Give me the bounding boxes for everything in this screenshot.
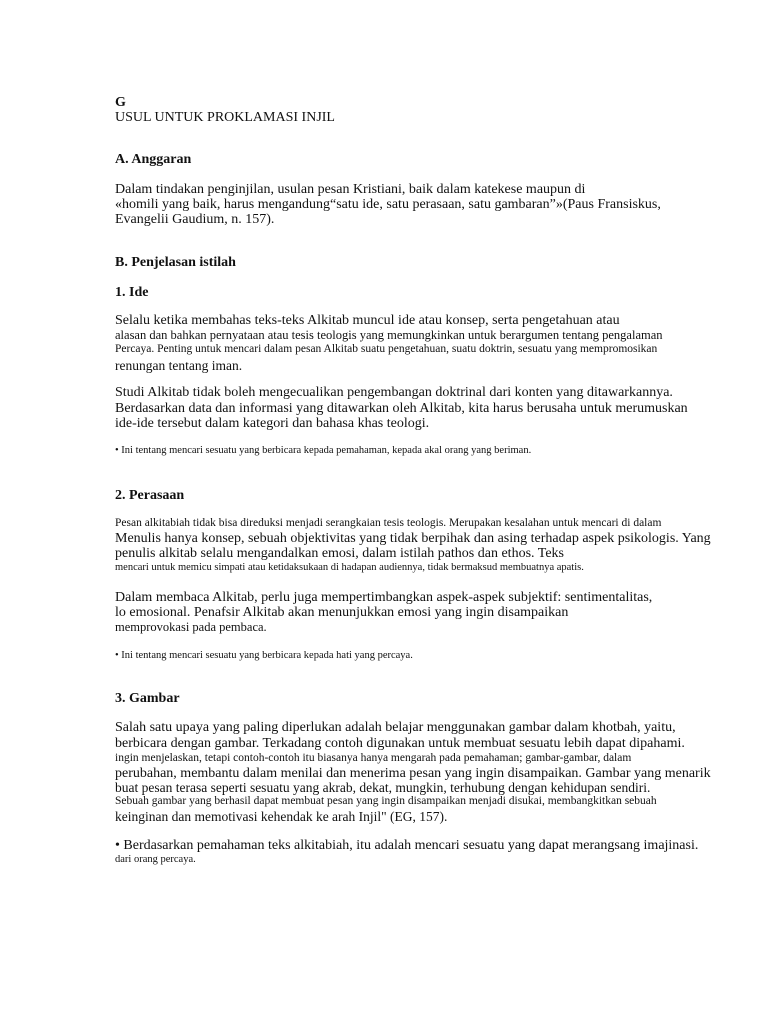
- perasaan-line: lo emosional. Penafsir Alkitab akan menunjukkan emosi yang ingin disampaikan: [115, 605, 569, 620]
- ide-line: Selalu ketika membahas teks-teks Alkitab muncul ide atau konsep, serta pengetahuan atau: [115, 313, 620, 328]
- ide-line: renungan tentang iman.: [115, 358, 243, 373]
- gambar-heading: 3. Gambar: [115, 691, 180, 706]
- section-a-line: Dalam tindakan penginjilan, usulan pesan Kristiani, baik dalam katekese maupun di: [115, 182, 586, 197]
- ide-line: alasan dan bahkan pernyataan atau tesis teologis yang memungkinkan untuk berargumen tentang pengalaman: [115, 328, 663, 342]
- gambar-bullet: • Berdasarkan pemahaman teks alkitabiah, itu adalah mencari sesuatu yang dapat merangsang imajinasi.: [115, 838, 699, 853]
- gambar-line: berbicara dengan gambar. Terkadang contoh digunakan untuk membuat sesuatu lebih dapat dipahami.: [115, 736, 685, 751]
- document-title: USUL UNTUK PROKLAMASI INJIL: [115, 110, 335, 125]
- section-a-heading: A. Anggaran: [115, 152, 192, 167]
- perasaan-line: mencari untuk memicu simpati atau ketidaksukaan di hadapan audiennya, tidak bermaksud membuatnya apatis.: [115, 562, 584, 573]
- perasaan-line: Pesan alkitabiah tidak bisa direduksi menjadi serangkaian tesis teologis. Merupakan kesalahan untuk mencari di dalam: [115, 517, 662, 529]
- section-a-line: Evangelii Gaudium, n. 157).: [115, 212, 275, 227]
- gambar-line: perubahan, membantu dalam menilai dan menerima pesan yang ingin disampaikan. Gambar yang menarik: [115, 766, 711, 781]
- gambar-line: ingin menjelaskan, tetapi contoh-contoh itu biasanya hanya mengarah pada pemahaman; gambar-gambar, dalam: [115, 752, 632, 764]
- section-a-line: «homili yang baik, harus mengandung“satu ide, satu perasaan, satu gambaran”»(Paus Fransiskus,: [115, 197, 661, 212]
- perasaan-line: Dalam membaca Alkitab, perlu juga mempertimbangkan aspek-aspek subjektif: sentimentalitas,: [115, 590, 653, 605]
- perasaan-line: memprovokasi pada pembaca.: [115, 620, 267, 634]
- gambar-line: keinginan dan memotivasi kehendak ke arah Injil" (EG, 157).: [115, 809, 448, 824]
- perasaan-line: Menulis hanya konsep, sebuah objektivitas yang tidak berpihak dan asing terhadap aspek psikologis. Yang: [115, 531, 711, 546]
- ide-line: ide-ide tersebut dalam kategori dan bahasa khas teologi.: [115, 416, 430, 431]
- perasaan-heading: 2. Perasaan: [115, 488, 185, 503]
- ide-line: Percaya. Penting untuk mencari dalam pesan Alkitab suatu pengetahuan, suatu doktrin, sesuatu yang mempromosikan: [115, 343, 658, 355]
- ide-line: Studi Alkitab tidak boleh mengecualikan pengembangan doktrinal dari konten yang ditawarkannya.: [115, 385, 673, 400]
- gambar-line: buat pesan terasa seperti sesuatu yang akrab, dekat, mungkin, terhubung dengan kehidupan sendiri.: [115, 780, 651, 795]
- ide-heading: 1. Ide: [115, 285, 149, 300]
- gambar-line: Salah satu upaya yang paling diperlukan adalah belajar menggunakan gambar dalam khotbah, yaitu,: [115, 720, 676, 735]
- gambar-line: Sebuah gambar yang berhasil dapat membuat pesan yang ingin disampaikan menjadi disukai, membangkitkan sebuah: [115, 795, 657, 807]
- perasaan-bullet: • Ini tentang mencari sesuatu yang berbicara kepada hati yang percaya.: [115, 650, 413, 661]
- title-letter: G: [115, 95, 126, 110]
- perasaan-line: penulis alkitab selalu mengandalkan emosi, dalam istilah pathos dan ethos. Teks: [115, 546, 564, 561]
- ide-line: Berdasarkan data dan informasi yang ditawarkan oleh Alkitab, kita harus berusaha untuk merumuskan: [115, 401, 688, 416]
- ide-bullet: • Ini tentang mencari sesuatu yang berbicara kepada pemahaman, kepada akal orang yang beriman.: [115, 445, 532, 456]
- section-b-heading: B. Penjelasan istilah: [115, 255, 236, 270]
- gambar-bullet-continuation: dari orang percaya.: [115, 854, 196, 865]
